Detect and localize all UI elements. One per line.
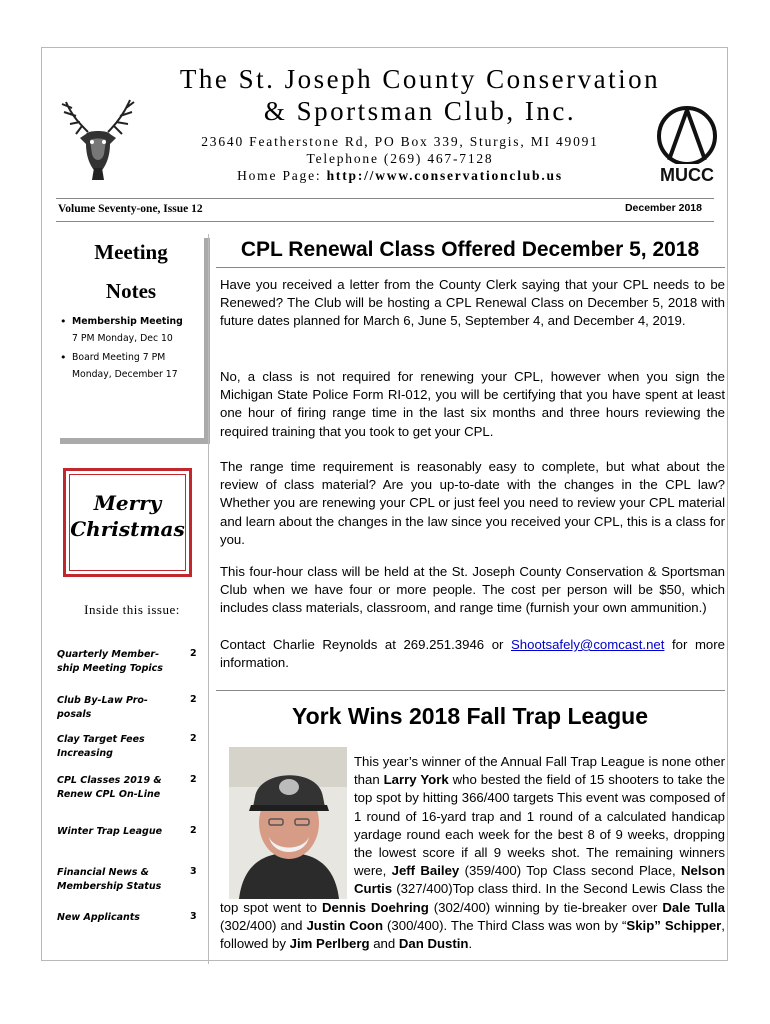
- article-cpl-title: CPL Renewal Class Offered December 5, 2018: [240, 238, 700, 261]
- mucc-logo-icon: [653, 102, 721, 186]
- list-item: • Membership Meeting 7 PM Monday, Dec 10: [58, 313, 206, 347]
- article-cpl-paragraph: No, a class is not required for renewing your CPL, however when you sign the Michigan State Police Form RI-012, you will be certifying that you have spent at least one hour of firing range time in the last six months and three hours reviewing the required training that you took to get your CPL.: [220, 369, 725, 439]
- homepage-link[interactable]: http://www.conservationclub.us: [326, 168, 563, 183]
- list-item: • Board Meeting 7 PM Monday, December 17: [58, 349, 206, 383]
- merry-christmas-box: [63, 468, 192, 577]
- masthead-title-line2: & Sportsman Club, Inc.: [263, 96, 577, 126]
- meeting-notes-heading: Meeting: [94, 240, 168, 264]
- mucc-logo-text: MUCC: [660, 165, 714, 185]
- article-rule: [216, 690, 725, 691]
- christmas-text: Christmas: [70, 517, 185, 541]
- masthead-title-line1: The St. Joseph County Conservation: [179, 64, 661, 94]
- deer-head-logo-icon: [58, 94, 138, 182]
- issue-bar: [56, 198, 714, 222]
- article-cpl-paragraph: Have you received a letter from the County Clerk saying that your CPL needs to be Renewed? The Club will be hosting a CPL Renewal Class on December 5, 2018 with future dates planned for March 6, June 5, September 4, and December 4, 2019.: [220, 277, 725, 329]
- masthead-address: 23640 Featherstone Rd, PO Box 339, Sturgis, MI 49091: [201, 134, 599, 149]
- article-cpl-paragraph: The range time requirement is reasonably easy to complete, but what about the review of class material? Are you up-to-date with the changes in the CPL law? Whether you are renewing your CPL or just feel you need to review your CPL material and learn about the changes in the law since you received your CPL, this is a class for you.: [220, 459, 725, 547]
- article-cpl-contact: Contact Charlie Reynolds at 269.251.3946 or Shootsafely@comcast.net for more information.: [220, 637, 725, 671]
- article-trap-body: This year’s winner of the Annual Fall Trap League is none other than Larry York who bested the field of 15 shooters to take the top spot by hitting 366/400 targets This event was composed of 1 round of 16-yard trap and 1 round of a calculated handicap yardage round each week for the best 8 of 9 weeks, dropping the lowest score if all 9 weeks shot. The remaining winners were, Jeff Bailey (359/400) Top Class second Place, Nelson Curtis (327/400)Top class third. In the Second Lewis Class the top spot went to Dennis Doehring (302/400) winning by tie-breaker over Dale Tulla (302/400) and Justin Coon (300/400). The Third Class was won by “Skip” Schipper, followed by Jim Perlberg and Dan Dustin.: [220, 754, 725, 952]
- title-rule: [216, 267, 725, 268]
- column-divider: [208, 234, 209, 964]
- merry-text: Merry: [93, 491, 162, 515]
- masthead-telephone: Telephone (269) 467-7128: [306, 151, 494, 166]
- issue-date: December 2018: [624, 202, 702, 214]
- article-cpl-paragraph: This four-hour class will be held at the St. Joseph County Conservation & Sportsman Club when we have four or more people. The cost per person will be $50, which includes class materials, classroom, and range time (furnish your own ammunition.): [220, 564, 725, 616]
- meeting-notes-list: [58, 313, 206, 383]
- homepage-label: Home Page:: [237, 168, 327, 183]
- email-link[interactable]: Shootsafely@comcast.net: [511, 637, 665, 652]
- article-trap-title: York Wins 2018 Fall Trap League: [292, 703, 648, 729]
- issue-volume: Volume Seventy-one, Issue 12: [58, 203, 203, 215]
- meeting-notes-subheading: Notes: [105, 279, 157, 303]
- inside-issue-title: Inside this issue:: [84, 602, 180, 617]
- masthead-homepage: [170, 168, 630, 184]
